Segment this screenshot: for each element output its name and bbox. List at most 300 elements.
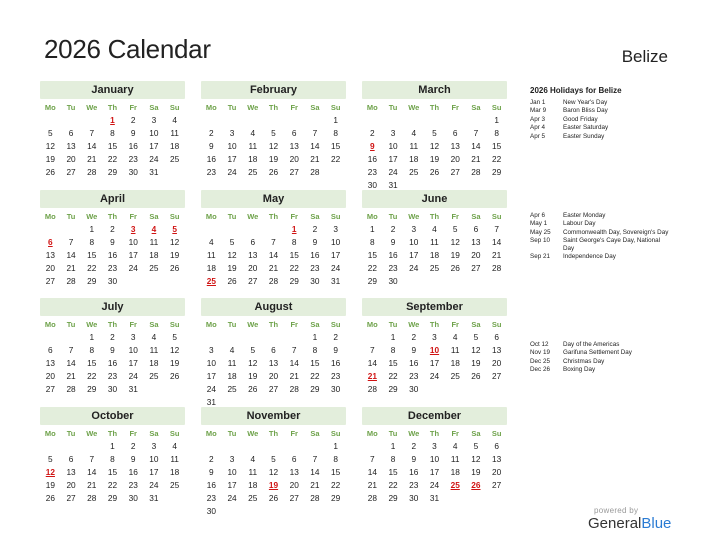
- month-october: [40, 407, 185, 505]
- day-cell: 31: [128, 384, 138, 394]
- weekday-label: Su: [330, 103, 341, 112]
- day-cell: 5: [271, 128, 276, 138]
- holiday-entry: [530, 237, 670, 252]
- weekday-label: Mo: [205, 212, 217, 221]
- day-cell: 16: [310, 250, 320, 260]
- day-cell: 20: [45, 371, 55, 381]
- day-grid: [201, 331, 346, 409]
- day-cell: 2: [411, 332, 417, 342]
- month-header: February: [201, 81, 346, 99]
- day-cell: 1: [333, 115, 338, 125]
- empty-cell: [201, 223, 222, 236]
- day-cell: 28: [289, 384, 299, 394]
- day-cell: 20: [66, 480, 76, 490]
- day-cell: 6: [473, 224, 479, 234]
- day-cell: 27: [66, 493, 76, 503]
- weekday-label: Su: [491, 429, 502, 438]
- month-header: June: [362, 190, 507, 208]
- day-cell: 10: [331, 237, 341, 247]
- weekday-label: Tu: [388, 103, 398, 112]
- weekday-label: Fr: [451, 320, 459, 329]
- day-cell: 6: [494, 332, 499, 342]
- empty-cell: [222, 223, 243, 236]
- day-cell: 7: [68, 237, 74, 247]
- empty-cell: [40, 331, 61, 344]
- day-cell: 22: [492, 154, 502, 164]
- empty-cell: [284, 114, 305, 127]
- day-cell: 10: [128, 345, 138, 355]
- weekday-label: Th: [268, 429, 279, 438]
- day-cell: 3: [130, 332, 136, 342]
- day-cell: 3: [333, 224, 338, 234]
- day-cell: 10: [409, 237, 419, 247]
- month-header: May: [201, 190, 346, 208]
- day-cell: 11: [450, 345, 460, 355]
- holiday-day-cell: 1: [110, 115, 115, 125]
- month-header: April: [40, 190, 185, 208]
- holiday-name: Day of the Americas: [563, 341, 620, 348]
- day-cell: 5: [48, 454, 53, 464]
- weekday-label: We: [408, 320, 420, 329]
- day-cell: 12: [268, 467, 279, 477]
- day-cell: 11: [170, 454, 179, 464]
- day-cell: 7: [370, 345, 375, 355]
- weekday-label: Sa: [310, 212, 320, 221]
- day-cell: 30: [388, 276, 398, 286]
- holiday-entry: [530, 212, 670, 219]
- day-cell: 26: [471, 371, 481, 381]
- day-cell: 23: [206, 167, 216, 177]
- day-cell: 23: [388, 263, 398, 273]
- day-grid: [40, 114, 185, 179]
- weekday-label: Th: [429, 212, 440, 221]
- month-may: [201, 190, 346, 288]
- weekday-label: Fr: [290, 429, 298, 438]
- day-cell: 10: [128, 237, 138, 247]
- holiday-entry: [530, 220, 670, 227]
- day-cell: 18: [248, 480, 258, 490]
- holiday-name: Christmas Day: [563, 357, 605, 365]
- weekday-label: Tu: [227, 320, 237, 329]
- day-cell: 26: [170, 263, 180, 273]
- day-cell: 27: [45, 384, 55, 394]
- day-cell: 14: [310, 141, 320, 151]
- day-cell: 9: [411, 454, 417, 464]
- day-cell: 27: [471, 263, 481, 273]
- weekday-label: Sa: [310, 429, 320, 438]
- day-cell: 11: [207, 250, 216, 260]
- weekday-label: We: [86, 429, 98, 438]
- day-cell: 16: [206, 154, 216, 164]
- day-cell: 3: [432, 332, 437, 342]
- day-cell: 23: [128, 154, 138, 164]
- day-cell: 27: [492, 480, 502, 490]
- day-cell: 4: [209, 237, 214, 247]
- day-cell: 24: [429, 480, 440, 490]
- holiday-date: Nov 19: [530, 349, 550, 357]
- day-cell: 7: [89, 128, 95, 138]
- day-cell: 11: [149, 345, 159, 355]
- day-cell: 14: [66, 358, 76, 368]
- day-cell: 4: [172, 115, 177, 125]
- day-cell: 18: [429, 250, 440, 260]
- day-cell: 14: [367, 467, 377, 477]
- day-cell: 13: [45, 250, 55, 260]
- page-title: 2026 Calendar: [44, 34, 211, 64]
- weekday-label: Mo: [205, 320, 217, 329]
- day-cell: 29: [367, 276, 377, 286]
- day-cell: 27: [450, 167, 460, 177]
- day-cell: 23: [107, 263, 118, 273]
- day-cell: 17: [206, 371, 216, 381]
- holiday-entry: [530, 349, 670, 356]
- day-cell: 20: [66, 154, 76, 164]
- holiday-date: Dec 25: [530, 357, 550, 365]
- day-cell: 26: [248, 384, 258, 394]
- day-cell: 4: [229, 345, 235, 355]
- day-cell: 17: [227, 480, 237, 490]
- country-name: Belize: [621, 47, 668, 66]
- generalblue-logo[interactable]: [588, 515, 671, 532]
- powered-by-text: powered by: [594, 506, 639, 515]
- day-cell: 31: [149, 167, 159, 177]
- day-cell: 25: [248, 167, 258, 177]
- day-cell: 19: [227, 263, 237, 273]
- weekday-label: Tu: [388, 429, 398, 438]
- day-cell: 21: [87, 154, 97, 164]
- weekday-label: Fr: [129, 212, 137, 221]
- weekday-label: We: [86, 103, 98, 112]
- day-cell: 13: [492, 454, 502, 464]
- holiday-entry: [530, 116, 670, 123]
- day-cell: 16: [331, 358, 341, 368]
- day-cell: 18: [149, 358, 159, 368]
- day-cell: 11: [248, 467, 258, 477]
- day-cell: 14: [471, 141, 481, 151]
- day-cell: 14: [492, 237, 502, 247]
- weekday-label: Mo: [366, 103, 378, 112]
- holidays-title: 2026 Holidays for Belize: [530, 86, 622, 95]
- day-cell: 4: [452, 332, 458, 342]
- day-grid: [201, 114, 346, 179]
- day-cell: 29: [492, 167, 502, 177]
- holiday-day-cell: 21: [367, 371, 377, 381]
- empty-cell: [284, 331, 305, 344]
- holiday-date: Dec 26: [530, 366, 550, 374]
- empty-cell: [242, 331, 263, 344]
- day-cell: 30: [128, 493, 138, 503]
- weekday-label: Th: [107, 212, 118, 221]
- weekday-row: [362, 101, 507, 114]
- day-cell: 1: [390, 332, 396, 342]
- month-header: November: [201, 407, 346, 425]
- holiday-name: Garifuna Settlement Day: [563, 349, 632, 357]
- day-cell: 4: [250, 454, 256, 464]
- day-cell: 24: [128, 263, 138, 273]
- weekday-row: [362, 318, 507, 331]
- day-cell: 19: [471, 358, 481, 368]
- month-march: [362, 81, 507, 192]
- empty-cell: [222, 114, 243, 127]
- day-cell: 17: [409, 250, 419, 260]
- day-cell: 29: [107, 493, 118, 503]
- day-cell: 26: [268, 167, 279, 177]
- day-cell: 10: [227, 141, 237, 151]
- holiday-name: Baron Bliss Day: [563, 107, 608, 115]
- holiday-day-cell: 19: [268, 480, 279, 490]
- day-cell: 13: [66, 467, 76, 477]
- holiday-entry: [530, 229, 670, 236]
- weekday-label: Fr: [290, 212, 298, 221]
- empty-cell: [201, 114, 222, 127]
- day-cell: 12: [471, 454, 481, 464]
- day-cell: 17: [331, 250, 341, 260]
- day-cell: 22: [87, 263, 97, 273]
- day-cell: 24: [227, 493, 237, 503]
- weekday-label: Mo: [44, 320, 56, 329]
- day-cell: 22: [310, 371, 320, 381]
- day-cell: 4: [411, 128, 417, 138]
- holiday-day-cell: 1: [291, 224, 297, 234]
- day-cell: 25: [409, 167, 419, 177]
- weekday-label: Mo: [205, 429, 217, 438]
- weekday-label: Mo: [44, 212, 56, 221]
- holiday-name: Independence Day: [563, 253, 616, 261]
- month-june: [362, 190, 507, 288]
- holiday-entry: [530, 124, 670, 131]
- day-cell: 11: [227, 358, 237, 368]
- day-cell: 16: [128, 141, 138, 151]
- day-cell: 24: [227, 167, 237, 177]
- holiday-entry: [530, 133, 670, 140]
- weekday-label: Th: [107, 103, 118, 112]
- month-header: September: [362, 298, 507, 316]
- empty-cell: [222, 331, 243, 344]
- holiday-day-cell: 25: [450, 480, 460, 490]
- weekday-label: Sa: [471, 320, 481, 329]
- month-april: [40, 190, 185, 288]
- day-cell: 2: [110, 332, 115, 342]
- holiday-day-cell: 9: [370, 141, 375, 151]
- day-cell: 11: [430, 237, 439, 247]
- day-cell: 25: [149, 263, 159, 273]
- day-cell: 20: [289, 154, 299, 164]
- holiday-date: May 25: [530, 228, 551, 236]
- day-cell: 12: [170, 345, 180, 355]
- day-cell: 3: [209, 345, 214, 355]
- day-cell: 20: [471, 250, 481, 260]
- day-cell: 10: [149, 454, 159, 464]
- day-cell: 21: [87, 480, 97, 490]
- day-cell: 28: [66, 276, 76, 286]
- day-cell: 9: [312, 237, 318, 247]
- day-cell: 29: [87, 276, 97, 286]
- weekday-label: Mo: [366, 212, 378, 221]
- empty-cell: [362, 114, 383, 127]
- day-cell: 28: [310, 493, 320, 503]
- empty-cell: [201, 331, 222, 344]
- day-cell: 28: [471, 167, 481, 177]
- empty-cell: [81, 114, 102, 127]
- month-august: [201, 298, 346, 409]
- holiday-name: Easter Sunday: [563, 132, 605, 140]
- holiday-day-cell: 6: [48, 237, 53, 247]
- weekday-label: Su: [330, 212, 341, 221]
- empty-cell: [201, 440, 222, 453]
- empty-cell: [383, 114, 404, 127]
- day-cell: 24: [331, 263, 341, 273]
- day-cell: 17: [429, 358, 440, 368]
- empty-cell: [40, 223, 61, 236]
- day-cell: 18: [170, 467, 180, 477]
- weekday-label: Su: [491, 212, 502, 221]
- weekday-label: Fr: [129, 320, 137, 329]
- weekday-label: Th: [268, 320, 279, 329]
- day-cell: 5: [452, 224, 458, 234]
- day-cell: 1: [110, 441, 115, 451]
- holiday-date: May 1: [530, 220, 548, 228]
- empty-cell: [81, 440, 102, 453]
- day-cell: 27: [248, 276, 258, 286]
- empty-cell: [263, 331, 284, 344]
- day-cell: 23: [331, 371, 341, 381]
- day-cell: 5: [48, 128, 53, 138]
- day-cell: 18: [450, 467, 460, 477]
- day-cell: 6: [68, 454, 74, 464]
- day-cell: 30: [206, 506, 216, 516]
- weekday-label: Su: [330, 320, 341, 329]
- day-cell: 13: [471, 237, 481, 247]
- day-cell: 7: [312, 128, 318, 138]
- day-cell: 2: [209, 128, 214, 138]
- day-cell: 21: [492, 250, 502, 260]
- empty-cell: [362, 440, 383, 453]
- weekday-row: [40, 427, 185, 440]
- day-cell: 15: [492, 141, 502, 151]
- empty-cell: [305, 114, 326, 127]
- weekday-row: [40, 210, 185, 223]
- weekday-label: Tu: [388, 320, 398, 329]
- month-july: [40, 298, 185, 396]
- month-header: March: [362, 81, 507, 99]
- holiday-name: Commonwealth Day, Sovereign's Day: [563, 228, 669, 236]
- day-cell: 23: [409, 480, 419, 490]
- day-cell: 16: [367, 154, 377, 164]
- day-cell: 16: [388, 250, 398, 260]
- day-cell: 18: [409, 154, 419, 164]
- day-cell: 10: [388, 141, 398, 151]
- weekday-label: We: [86, 320, 98, 329]
- weekday-label: Fr: [290, 320, 298, 329]
- day-cell: 25: [149, 371, 159, 381]
- month-september: [362, 298, 507, 396]
- day-cell: 5: [473, 441, 479, 451]
- weekday-label: Tu: [66, 212, 76, 221]
- day-grid: [40, 331, 185, 396]
- day-cell: 30: [367, 180, 377, 190]
- weekday-label: Mo: [44, 429, 56, 438]
- day-cell: 29: [87, 384, 97, 394]
- day-cell: 26: [170, 371, 180, 381]
- day-cell: 8: [333, 128, 338, 138]
- day-cell: 4: [172, 441, 177, 451]
- day-cell: 11: [248, 141, 258, 151]
- weekday-label: Sa: [471, 212, 481, 221]
- day-cell: 11: [409, 141, 419, 151]
- month-header: October: [40, 407, 185, 425]
- day-cell: 20: [268, 371, 279, 381]
- day-cell: 12: [471, 345, 481, 355]
- day-cell: 15: [310, 358, 320, 368]
- weekday-label: Sa: [149, 212, 159, 221]
- day-cell: 24: [388, 167, 398, 177]
- empty-cell: [403, 114, 424, 127]
- day-cell: 21: [268, 263, 279, 273]
- weekday-label: Th: [429, 103, 440, 112]
- day-cell: 25: [170, 480, 180, 490]
- day-cell: 15: [107, 467, 118, 477]
- holiday-date: Oct 12: [530, 341, 549, 348]
- day-cell: 13: [289, 467, 299, 477]
- day-cell: 8: [370, 237, 375, 247]
- day-cell: 6: [291, 128, 297, 138]
- day-cell: 16: [107, 250, 118, 260]
- day-cell: 9: [333, 345, 338, 355]
- day-cell: 20: [492, 467, 502, 477]
- day-cell: 29: [310, 384, 320, 394]
- day-cell: 17: [128, 358, 138, 368]
- day-cell: 21: [66, 263, 76, 273]
- empty-cell: [242, 114, 263, 127]
- empty-cell: [466, 114, 487, 127]
- day-cell: 1: [312, 332, 318, 342]
- day-cell: 8: [390, 454, 396, 464]
- month-header: August: [201, 298, 346, 316]
- day-cell: 18: [206, 263, 216, 273]
- brand-general: General: [588, 515, 642, 532]
- day-cell: 12: [450, 237, 460, 247]
- weekday-label: Sa: [310, 103, 320, 112]
- day-cell: 16: [107, 358, 118, 368]
- holiday-entry: [530, 107, 670, 114]
- day-cell: 17: [429, 467, 440, 477]
- holiday-entry: [530, 341, 670, 348]
- day-cell: 19: [471, 467, 481, 477]
- day-cell: 15: [289, 250, 299, 260]
- day-grid: [362, 331, 507, 396]
- day-cell: 2: [333, 332, 338, 342]
- day-cell: 27: [289, 167, 299, 177]
- day-cell: 7: [68, 345, 74, 355]
- day-cell: 24: [429, 371, 440, 381]
- day-cell: 1: [89, 224, 95, 234]
- day-cell: 11: [149, 237, 159, 247]
- weekday-label: We: [408, 429, 420, 438]
- day-cell: 12: [45, 141, 55, 151]
- empty-cell: [263, 114, 284, 127]
- day-cell: 31: [331, 276, 341, 286]
- weekday-label: Sa: [149, 429, 159, 438]
- day-cell: 9: [209, 467, 214, 477]
- day-cell: 18: [227, 371, 237, 381]
- empty-cell: [40, 440, 61, 453]
- holiday-day-cell: 5: [172, 224, 177, 234]
- day-cell: 12: [227, 250, 237, 260]
- day-cell: 29: [388, 493, 398, 503]
- day-cell: 19: [170, 250, 180, 260]
- day-cell: 9: [209, 141, 214, 151]
- day-cell: 21: [471, 154, 481, 164]
